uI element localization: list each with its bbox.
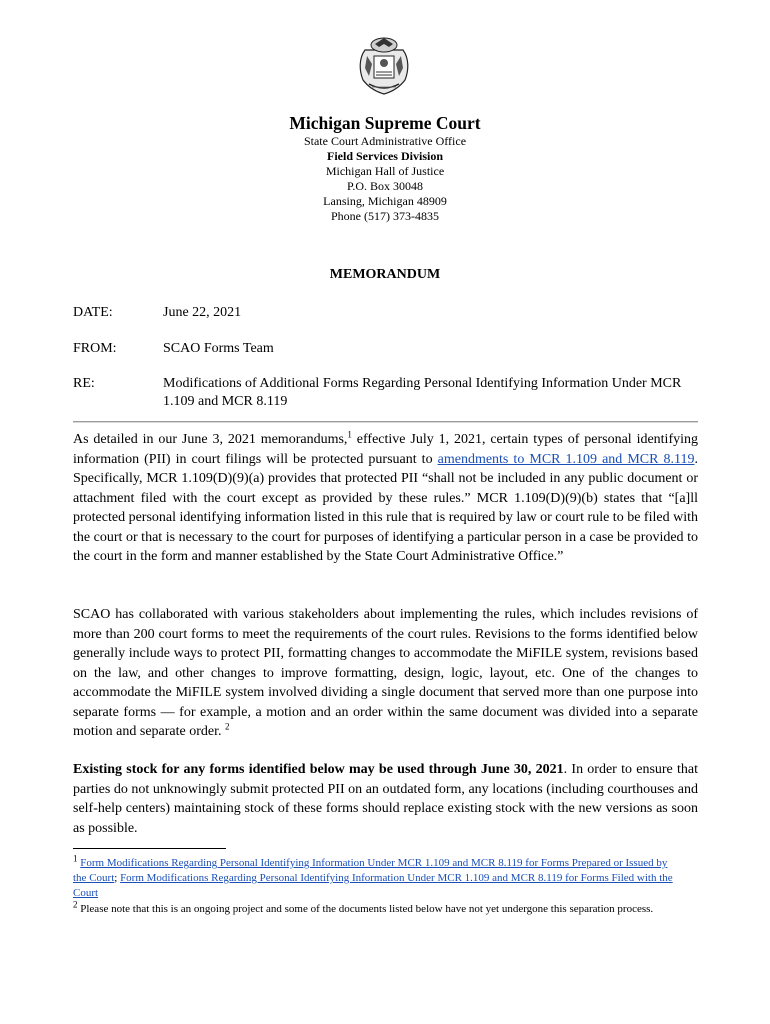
footnote-ref-2: 2 bbox=[225, 721, 230, 732]
court-name: Michigan Supreme Court bbox=[289, 113, 481, 133]
from-value: SCAO Forms Team bbox=[163, 341, 274, 356]
memo-title: MEMORANDUM bbox=[329, 267, 441, 282]
date-label: DATE: bbox=[73, 305, 113, 320]
paragraph-1-middle: effective July 1, 2021, certain types of personal identifying information (PII) in court filings will be protected pursuant to bbox=[73, 432, 698, 467]
paragraph-3-bold: Existing stock for any forms identified below may be used through June 30, 2021 bbox=[73, 762, 564, 777]
footnote-ref-1: 1 bbox=[347, 429, 352, 440]
michigan-state-seal-icon bbox=[355, 36, 413, 96]
paragraph-2 bbox=[73, 605, 698, 742]
paragraph-3 bbox=[73, 760, 698, 838]
footnote-1-link-court-issued[interactable]: Form Modifications Regarding Personal Identifying Information Under MCR 1.109 and MCR 8.119 for Forms Prepared or Issued by the Court bbox=[73, 857, 668, 884]
footnote-1 bbox=[73, 853, 673, 901]
division-name: Field Services Division bbox=[327, 149, 443, 163]
footnote-1-link-filed[interactable]: Form Modifications Regarding Personal Identifying Information Under MCR 1.109 and MCR 8.119 for Forms Filed with the Court bbox=[73, 872, 673, 899]
letterhead bbox=[0, 112, 770, 224]
paragraph-3-text: . In order to ensure that parties do not unknowingly submit protected PII on an outdated form, any locations (including courthouses and self-help centers) maintaining stock of these forms should replace existing stock with the new versions as soon as possible. bbox=[73, 762, 699, 836]
phone-number: Phone (517) 373-4835 bbox=[331, 209, 439, 223]
header-divider bbox=[73, 421, 698, 423]
footnote-2 bbox=[73, 899, 673, 917]
paragraph-2-text: SCAO has collaborated with various stakeholders about implementing the rules, which includes revisions of more than 200 court forms to meet the requirements of the court rules. Revisions to the forms identified below generally include ways to protect PII, formatting changes to accommodate the MiFILE system, revisions based on the law, and other changes to improve formatting, design, logic, layout, etc. One of the changes to accommodate the MiFILE system involved dividing a single document that served more than one purpose into separate forms — for example, a motion and an order within the same document was divided into a separate motion and separate order. bbox=[73, 607, 698, 739]
building-name: Michigan Hall of Justice bbox=[325, 164, 445, 178]
re-label: RE: bbox=[73, 376, 95, 391]
footnote-2-text: Please note that this is an ongoing project and some of the documents listed below have not yet undergone this separation process. bbox=[77, 903, 654, 915]
office-name: State Court Administrative Office bbox=[303, 134, 467, 148]
footnote-divider bbox=[73, 848, 226, 849]
mcr-amendments-link[interactable]: amendments to MCR 1.109 and MCR 8.119 bbox=[437, 451, 695, 467]
footnote-1-separator: ; bbox=[114, 872, 121, 884]
paragraph-1-intro: As detailed in our June 3, 2021 memorandums, bbox=[73, 432, 348, 447]
date-value: June 22, 2021 bbox=[163, 305, 242, 320]
from-label: FROM: bbox=[73, 341, 117, 356]
re-value: Modifications of Additional Forms Regarding Personal Identifying Information Under MCR 1.109 and MCR 8.119 bbox=[163, 376, 682, 409]
paragraph-1 bbox=[73, 430, 698, 567]
city-address: Lansing, Michigan 48909 bbox=[323, 194, 447, 208]
paragraph-1-rest: . Specifically, MCR 1.109(D)(9)(a) provides that protected PII “shall not be included in any public document or attachment filed with the court except as provided by these rules.” MCR 1.109(D)(9)(b) states that “[a]ll protected personal identifying information listed in this rule that is required by law or court rule to be filed with the court or that is necessary to the court for purposes of identifying a particular person in a case be provided to the court in the form and manner established by the State Court Administrative Office.” bbox=[73, 451, 698, 564]
po-box: P.O. Box 30048 bbox=[346, 179, 423, 193]
footnote-1-number: 1 bbox=[73, 853, 78, 864]
footnote-2-number: 2 bbox=[73, 899, 78, 910]
